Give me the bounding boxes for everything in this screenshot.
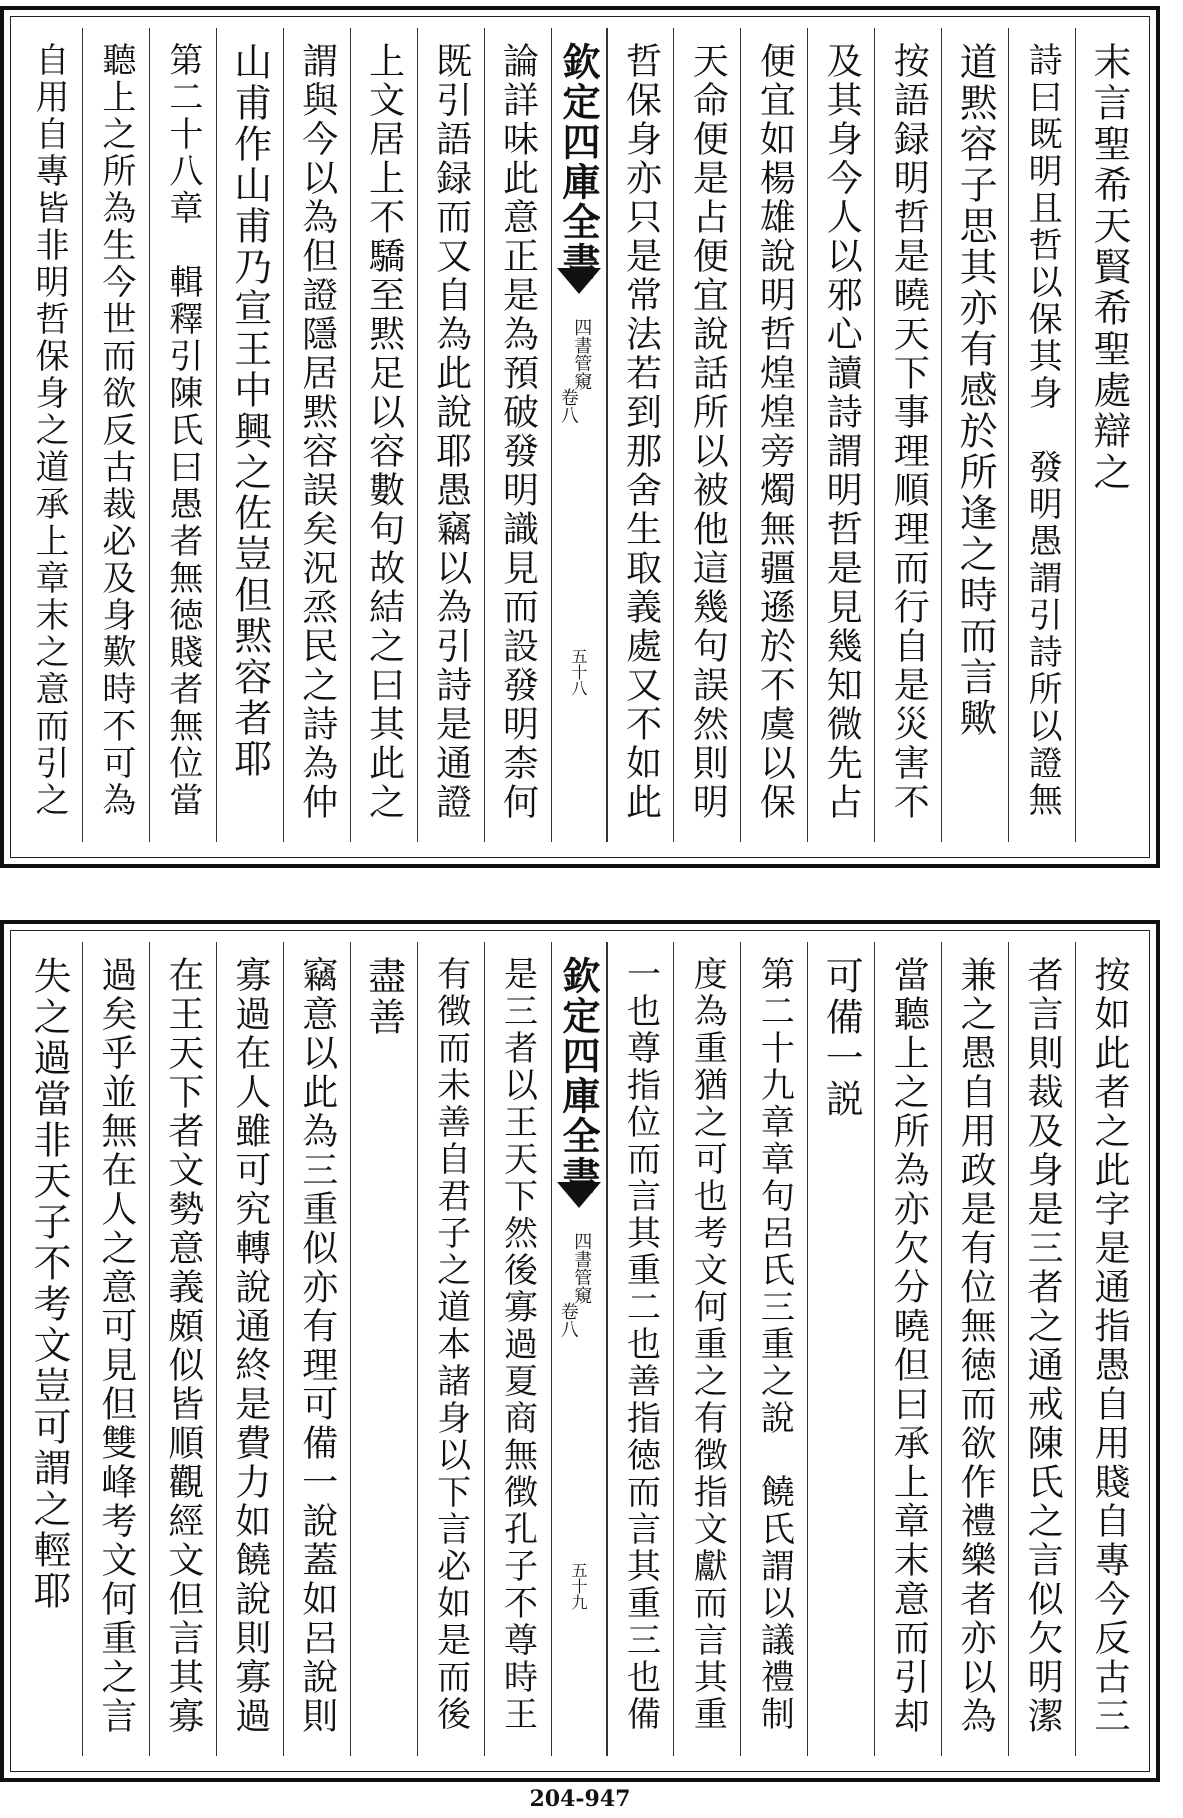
column-text: 謂與今以為但證隱居黙容誤矣況烝民之詩為仲 <box>296 42 338 822</box>
page-number: 五十九 <box>569 1562 588 1610</box>
column-text: 是三者以王天下然後寡過夏商無徴孔子不尊時王 <box>497 956 538 1733</box>
column-text: 當聽上之所為亦欠分曉但曰承上章末意而引却 <box>888 956 930 1736</box>
fish-tail-mark-icon <box>557 268 601 294</box>
column-text: 及其身今人以邪心讀詩謂明哲是見幾知微先占 <box>821 42 863 822</box>
column-text: 按如此者之此字是通指愚自用賤自專今反古三 <box>1089 956 1131 1736</box>
text-column <box>807 28 874 842</box>
text-column <box>1075 28 1142 842</box>
bottom-page-columns <box>16 942 1142 1756</box>
text-column <box>82 942 149 1756</box>
volume-label: 卷八 <box>557 1302 579 1338</box>
text-column <box>149 28 216 842</box>
volume-label: 卷八 <box>557 388 579 424</box>
top-page <box>0 6 1160 868</box>
column-text: 第二十八章 輯釋引陳氏曰愚者無徳賤者無位當 <box>162 42 203 819</box>
text-column <box>484 28 551 842</box>
center-fold <box>551 942 607 1756</box>
text-column <box>1008 942 1075 1756</box>
text-column <box>417 942 484 1756</box>
column-text: 上文居上不驕至黙足以容數句故結之曰其此之 <box>363 42 405 822</box>
top-page-columns <box>16 28 1142 842</box>
column-text: 者言則裁及身是三者之通戒陳氏之言似欠明潔 <box>1022 956 1064 1736</box>
column-text: 詩曰既明且哲以保其身 發明愚謂引詩所以證無 <box>1022 42 1063 819</box>
column-text: 一也尊指位而言其重二也善指徳而言其重三也備 <box>620 956 661 1733</box>
column-text: 聽上之所為生今世而欲反古裁必及身歎時不可為 <box>95 42 136 819</box>
column-text: 既引語録而又自為此說耶愚竊以為引詩是通證 <box>430 42 472 822</box>
column-text: 兼之愚自用政是有位無徳而欲作禮樂者亦以為 <box>955 956 997 1736</box>
text-column <box>16 942 82 1756</box>
text-column <box>673 942 740 1756</box>
book-title: 四書管窺 <box>571 318 593 390</box>
column-text: 哲保身亦只是常法若到那舍生取義處又不如此 <box>620 42 662 822</box>
column-text: 第二十九章章句呂氏三重之說 饒氏謂以議禮制 <box>754 956 795 1733</box>
text-column <box>807 942 874 1756</box>
text-column <box>283 942 350 1756</box>
page-number: 五十八 <box>569 648 588 696</box>
column-text: 道黙容子思其亦有感於所逢之時而言歟 <box>953 42 998 739</box>
text-column <box>941 942 1008 1756</box>
column-text: 盡善 <box>361 956 406 1038</box>
column-text: 便宜如楊雄說明哲煌煌旁燭無疆遜於不虞以保 <box>754 42 796 822</box>
text-column <box>82 28 149 842</box>
column-text: 論詳味此意正是為預破發明識見而設發明柰何 <box>497 42 539 822</box>
book-title: 四書管窺 <box>571 1232 593 1304</box>
text-column <box>350 942 417 1756</box>
column-text: 天命便是占便宜說話所以被他這幾句誤然則明 <box>687 42 729 822</box>
column-text: 可備一説 <box>819 956 864 1120</box>
column-text: 山甫作山甫乃宣王中興之佐豈但黙容者耶 <box>227 42 272 780</box>
text-column <box>607 28 674 842</box>
column-text: 寡過在人雖可究轉說通終是費力如饒說則寡過 <box>229 956 271 1736</box>
column-text: 有徴而未善自君子之道本諸身以下言必如是而後 <box>430 956 471 1733</box>
column-text: 失之過當非天子不考文豈可謂之輕耶 <box>26 956 71 1612</box>
bottom-page <box>0 920 1160 1782</box>
column-text: 自用自專皆非明哲保身之道承上章末之意而引之 <box>28 42 69 819</box>
text-column <box>607 942 674 1756</box>
fish-tail-mark-icon <box>557 1182 601 1208</box>
library-title: 欽定四庫全書 <box>556 956 601 1196</box>
text-column <box>941 28 1008 842</box>
text-column <box>740 28 807 842</box>
library-title: 欽定四庫全書 <box>556 42 601 282</box>
catalog-number: 204-947 <box>529 1786 631 1812</box>
text-column <box>1075 942 1142 1756</box>
text-column <box>874 942 941 1756</box>
text-column <box>16 28 82 842</box>
text-column <box>417 28 484 842</box>
text-column <box>740 942 807 1756</box>
column-text: 末言聖希天賢希聖處辯之 <box>1087 42 1132 493</box>
column-text: 竊意以此為三重似亦有理可備一說蓋如呂說則 <box>296 956 338 1736</box>
text-column <box>283 28 350 842</box>
text-column <box>216 942 283 1756</box>
column-text: 在王天下者文勢意義頗似皆順觀經文但言其寡 <box>162 956 204 1736</box>
text-column <box>350 28 417 842</box>
text-column <box>216 28 283 842</box>
text-column <box>149 942 216 1756</box>
column-text: 度為重猶之可也考文何重之有徴指文獻而言其重 <box>687 956 728 1733</box>
text-column <box>484 942 551 1756</box>
column-text: 按語録明哲是曉天下事理順理而行自是災害不 <box>888 42 930 822</box>
text-column <box>874 28 941 842</box>
column-text: 過矣乎並無在人之意可見但雙峰考文何重之言 <box>95 956 137 1736</box>
text-column <box>1008 28 1075 842</box>
center-fold <box>551 28 607 842</box>
text-column <box>673 28 740 842</box>
